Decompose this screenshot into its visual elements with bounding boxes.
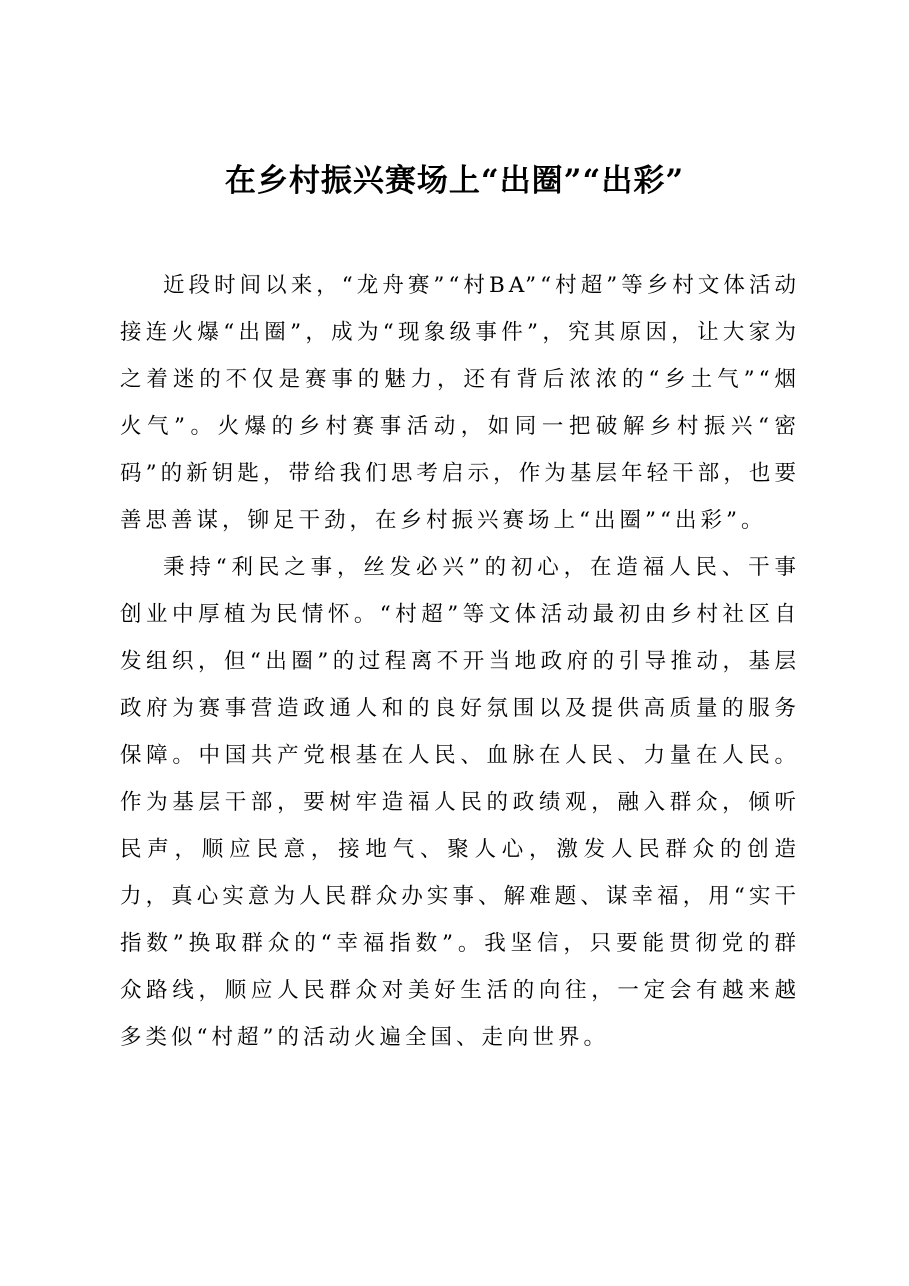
document-body <box>120 262 800 1061</box>
paragraph-2: 秉持“利民之事，丝发必兴”的初心，在造福人民、干事创业中厚植为民情怀。“村超”等文体活动最初由乡村社区自发组织，但“出圈”的过程离不开当地政府的引导推动，基层政府为赛事营造政通人和的良好氛围以及提供高质量的服务保障。中国共产党根基在人民、血脉在人民、力量在人民。作为基层干部，要树牢造福人民的政绩观，融入群众，倾听民声，顺应民意，接地气、聚人心，激发人民群众的创造力，真心实意为人民群众办实事、解难题、谋幸福，用“实干指数”换取群众的“幸福指数”。我坚信，只要能贯彻党的群众路线，顺应人民群众对美好生活的向往，一定会有越来越多类似“村超”的活动火遍全国、走向世界。 <box>120 555 800 1050</box>
document-title: 在乡村振兴赛场上“出圈”“出彩” <box>224 163 685 199</box>
paragraph-1: 近段时间以来，“龙舟赛”“村BA”“村超”等乡村文体活动接连火爆“出圈”，成为“现象级事件”，究其原因，让大家为之着迷的不仅是赛事的魅力，还有背后浓浓的“乡土气”“烟火气”。火爆的乡村赛事活动，如同一把破解乡村振兴“密码”的新钥匙，带给我们思考启示，作为基层年轻干部，也要善思善谋，铆足干劲，在乡村振兴赛场上“出圈”“出彩”。 <box>120 273 800 533</box>
